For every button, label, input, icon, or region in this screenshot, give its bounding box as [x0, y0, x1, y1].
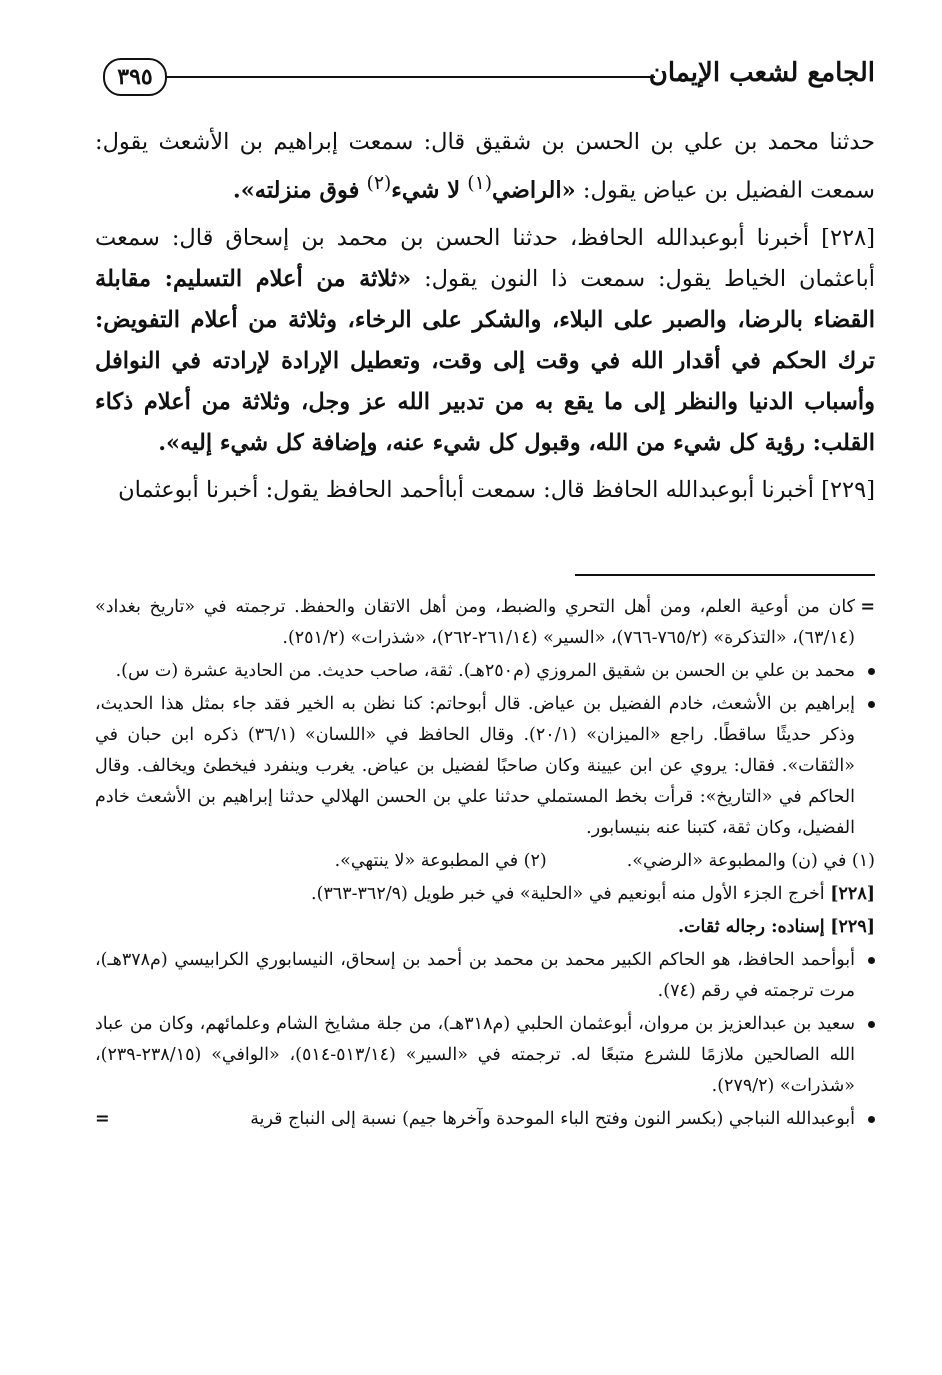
hadith-number: [٢٢٩]	[821, 476, 875, 503]
quote-part-3: فوق منزلته».	[232, 177, 360, 204]
footnotes	[95, 592, 875, 1137]
bullet-icon	[868, 689, 875, 720]
book-title: الجامع لشعب الإيمان	[648, 58, 875, 88]
note-item	[95, 1104, 875, 1135]
note-text: كان من أوعية العلم، ومن أهل التحري والضبط، ومن أهل الاتقان والحفظ. ترجمته في «تاريخ بغداد» (٦٣/١٤)، «التذكرة» (٧٦٥/٢-٧٦٦)، «السير» (٢٦١/١٤-٢٦٢)، «شذرات» (٢٥١/٢).	[95, 597, 855, 648]
narration-chain: حدثنا محمد بن علي بن الحسن بن شقيق قال: سمعت إبراهيم بن الأشعث يقول: سمعت الفضيل بن عياض يقول:	[95, 129, 875, 204]
note-text: أخرج الجزء الأول منه أبونعيم في «الحلية» في خبر طويل (٣٦٢/٩-٣٦٣).	[311, 884, 825, 904]
note-item	[95, 1009, 875, 1102]
quote-part-2: لا شيء	[391, 177, 461, 204]
running-header	[95, 56, 875, 106]
page-number: ٣٩٥	[103, 58, 167, 96]
note-text: إسناده: رجاله ثقات.	[677, 917, 825, 937]
bullet-icon	[868, 1104, 875, 1135]
bullet-icon	[868, 1009, 875, 1040]
paragraph-229	[95, 470, 875, 511]
note-text: محمد بن علي بن الحسن بن شقيق المروزي (م٢٥٠هـ). ثقة، صاحب حديث. من الحادية عشرة (ت س).	[115, 661, 855, 681]
book-page	[95, 40, 875, 1340]
footnote-1: (١) في (ن) والمطبوعة «الرضي».	[626, 851, 875, 871]
bullet-icon	[868, 656, 875, 687]
narration-chain: أخبرنا أبوعبدالله الحافظ قال: سمعت أباأحمد الحافظ يقول: أخبرنا أبوعثمان	[118, 476, 815, 503]
note-text: أبوعبدالله النباجي (بكسر النون وفتح الباء الموحدة وآخرها جيم) نسبة إلى النباج قرية	[250, 1109, 855, 1129]
takhrij-229	[95, 912, 875, 943]
bullet-icon	[868, 945, 875, 976]
header-rule	[167, 76, 655, 78]
hadith-text: «ثلاثة من أعلام التسليم: مقابلة القضاء بالرضا، والصبر على البلاء، والشكر على الرخاء، وثلاثة من أعلام التفويض: ترك الحكم في أقدار الله في وقت إلى وقت، وتعطيل الإرادة لإرادته في النوافل وأسباب الدنيا والنظر إلى ما يقع به من تدبير الله عز وجل، وثلاثة من أعلام ذكاء القلب: رؤية كل شيء من الله، وقبول كل شيء عنه، وإضافة كل شيء إليه».	[95, 265, 875, 456]
quote-part-1: «الراضي	[492, 177, 576, 204]
narration-chain: أخبرنا أبوعبدالله الحافظ، حدثنا الحسن بن محمد بن إسحاق قال: سمعت أباعثمان الخياط يقول: سمعت ذا النون يقول:	[95, 224, 876, 292]
continuation-mark: =	[95, 1109, 110, 1129]
takhrij-228	[95, 879, 875, 910]
hadith-number: [٢٢٨]	[830, 884, 875, 904]
main-text	[95, 122, 875, 517]
note-text: سعيد بن عبدالعزيز بن مروان، أبوعثمان الحلبي (م٣١٨هـ)، من جلة مشايخ الشام وعلمائهم، وكان من عباد الله الصالحين ملازمًا للشرع متبعًا له. ترجمته في «السير» (٥١٣/١٤-٥١٤)، «الوافي» (٢٣٨/١٥-٢٣٩)، «شذرات» (٢٧٩/٢).	[95, 1014, 855, 1096]
footnote-pair	[95, 846, 875, 877]
paragraph-228	[95, 218, 875, 464]
continuation-mark: =	[860, 597, 875, 617]
footnote-rule	[575, 574, 875, 576]
footnote-2: (٢) في المطبوعة «لا ينتهي».	[334, 851, 547, 871]
hadith-number: [٢٢٩]	[830, 917, 875, 937]
footnote-ref-2: (٢)	[366, 173, 392, 194]
note-item	[95, 945, 875, 1007]
footnote-ref-1: (١)	[467, 173, 493, 194]
note-item	[95, 656, 875, 687]
hadith-number: [٢٢٨]	[821, 224, 875, 251]
note-text: إبراهيم بن الأشعث، خادم الفضيل بن عياض. قال أبوحاتم: كنا نظن به الخير فقد جاء بمثل هذا الحديث، وذكر حديثًا ساقطًا. راجع «الميزان» (٢٠/١). وقال الحافظ في «اللسان» (٣٦/١) ذكره ابن حبان في «الثقات». فقال: يروي عن ابن عيينة وكان صاحبًا لفضيل بن عياض. يغرب وينفرد فيخطئ ويخالف. وقال الحاكم في «التاريخ»: قرأت بخط المستملي حدثنا علي بن الحسن الهلالي حدثنا إبراهيم بن الأشعث خادم الفضيل، وكان ثقة، كتبنا عنه بنيسابور.	[95, 694, 855, 838]
note-continuation	[95, 592, 875, 654]
note-item	[95, 689, 875, 844]
note-text: أبوأحمد الحافظ، هو الحاكم الكبير محمد بن محمد بن أحمد بن إسحاق، النيسابوري الكرابيسي (م٣٧٨هـ)، مرت ترجمته في رقم (٧٤).	[95, 950, 855, 1001]
paragraph-1	[95, 122, 875, 212]
